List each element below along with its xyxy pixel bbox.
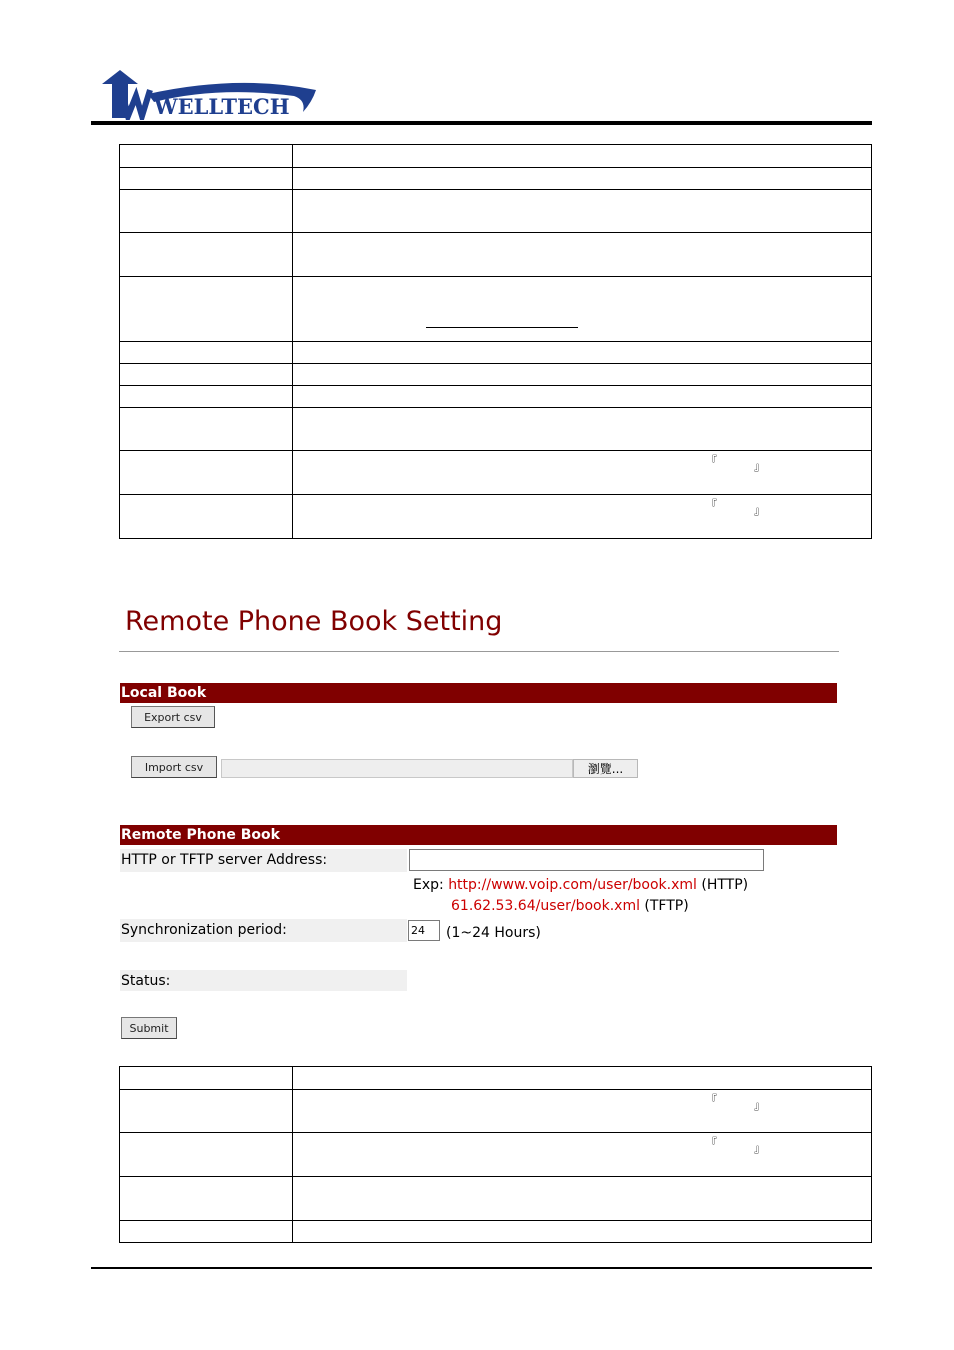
parameter-table-top bbox=[119, 144, 872, 539]
table-row bbox=[120, 277, 872, 342]
import-csv-button[interactable]: Import csv bbox=[131, 756, 217, 778]
example-tftp-url: 61.62.53.64/user/book.xml bbox=[451, 898, 640, 914]
welltech-logo bbox=[98, 68, 320, 120]
browse-button[interactable]: 瀏覽... bbox=[573, 759, 638, 778]
example-http-suffix: (HTTP) bbox=[701, 877, 749, 893]
submit-button[interactable]: Submit bbox=[121, 1017, 177, 1039]
server-address-input[interactable] bbox=[409, 849, 764, 871]
table-row bbox=[120, 1067, 872, 1090]
logo-wordmark: WELLTECH bbox=[154, 94, 290, 119]
table-row bbox=[120, 1133, 872, 1177]
table-row bbox=[120, 1221, 872, 1243]
table-row bbox=[120, 364, 872, 386]
title-divider bbox=[119, 651, 839, 652]
example-http-url: http://www.voip.com/user/book.xml bbox=[448, 877, 697, 893]
quote-open-mark: 『 bbox=[706, 498, 717, 511]
quote-open-mark: 『 bbox=[706, 1093, 717, 1106]
file-path-input[interactable] bbox=[221, 759, 573, 778]
table-row bbox=[120, 408, 872, 451]
example-tftp-line bbox=[451, 898, 689, 914]
local-book-header: Local Book bbox=[120, 683, 837, 703]
table-row bbox=[120, 168, 872, 190]
table-row bbox=[120, 233, 872, 277]
status-label: Status: bbox=[120, 970, 407, 991]
table-row bbox=[120, 1090, 872, 1133]
header-rule bbox=[91, 121, 872, 125]
footer-rule bbox=[91, 1267, 872, 1269]
parameter-table-bottom bbox=[119, 1066, 872, 1243]
page-title: Remote Phone Book Setting bbox=[125, 606, 503, 637]
quote-close-mark: 』 bbox=[754, 1142, 765, 1155]
quote-close-mark: 』 bbox=[754, 460, 765, 473]
table-row bbox=[120, 145, 872, 168]
sync-period-hint: (1~24 Hours) bbox=[446, 925, 541, 941]
example-prefix: Exp: bbox=[413, 877, 444, 893]
server-address-label: HTTP or TFTP server Address: bbox=[120, 849, 407, 872]
remote-phone-book-header: Remote Phone Book bbox=[120, 825, 837, 845]
quote-open-mark: 『 bbox=[706, 454, 717, 467]
table-row bbox=[120, 190, 872, 233]
export-csv-button[interactable]: Export csv bbox=[131, 706, 215, 728]
quote-close-mark: 』 bbox=[754, 1099, 765, 1112]
sync-period-label: Synchronization period: bbox=[120, 919, 407, 942]
example-http-line bbox=[413, 877, 748, 893]
table-row bbox=[120, 451, 872, 495]
example-tftp-suffix: (TFTP) bbox=[644, 898, 689, 914]
link-underline bbox=[426, 327, 578, 328]
quote-close-mark: 』 bbox=[754, 504, 765, 517]
table-row bbox=[120, 495, 872, 539]
table-row bbox=[120, 342, 872, 364]
table-row bbox=[120, 1177, 872, 1221]
sync-period-input[interactable] bbox=[408, 920, 440, 941]
quote-open-mark: 『 bbox=[706, 1136, 717, 1149]
table-row bbox=[120, 386, 872, 408]
